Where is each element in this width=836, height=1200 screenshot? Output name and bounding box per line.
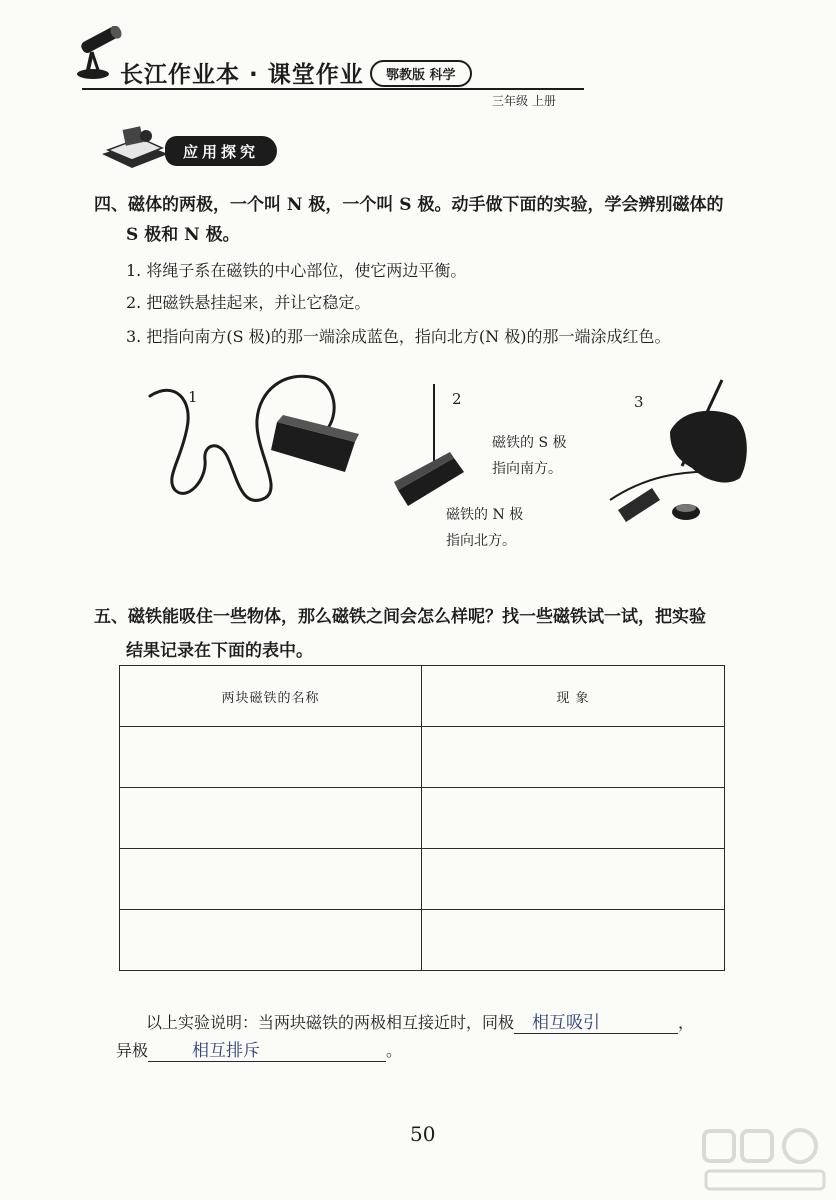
question4-line1: 四、磁体的两极，一个叫 N 极，一个叫 S 极。动手做下面的实验，学会辨别磁体的 [94,195,724,215]
header-rule [82,88,584,90]
results-table [119,665,725,971]
n-pole-caption [446,502,523,554]
question5-line1: 五、磁铁能吸住一些物体，那么磁铁之间会怎么样呢？找一些磁铁试一试，把实验 [94,607,706,627]
books-banner-icon [98,124,170,172]
figure-2-number: 2 [452,390,462,408]
edition-badge: 鄂教版 科学 [370,60,472,87]
s-pole-caption-line2: 指向南方。 [492,461,562,477]
figure-1-number: 1 [188,388,198,406]
telescope-logo-icon [66,26,124,82]
section-banner: 应用探究 [165,136,277,166]
step-2: 2. 把磁铁悬挂起来，并让它稳定。 [126,293,371,312]
n-pole-caption-line1: 磁铁的 N 极 [446,507,524,523]
s-pole-caption-line1: 磁铁的 S 极 [492,435,567,451]
rope-magnet-illustration [145,360,365,520]
s-pole-caption [492,430,567,482]
table-cell[interactable] [422,849,725,910]
table-row [120,849,725,910]
table-row [120,727,725,788]
header-magnet-names: 两块磁铁的名称 [120,666,422,727]
header-phenomenon: 现 象 [422,666,725,727]
table-cell[interactable] [422,788,725,849]
table-header-row [120,666,725,727]
table-cell[interactable] [120,849,422,910]
conclusion-prefix: 以上实验说明：当两块磁铁的两极相互接近时，同极 [146,1013,515,1032]
table-cell[interactable] [422,727,725,788]
table-row [120,910,725,971]
step-3: 3. 把指向南方(S 极)的那一端涂成蓝色，指向北方(N 极)的那一端涂成红色。 [126,327,671,346]
opposite-pole-answer-blank[interactable] [148,1036,386,1062]
conclusion-line2 [116,1036,402,1062]
table-row [120,788,725,849]
step-1: 1. 将绳子系在磁铁的中心部位，使它两边平衡。 [126,261,467,280]
conclusion-period: 。 [386,1041,403,1060]
question4-line2: S 极和 N 极。 [126,225,240,245]
opposite-pole-answer: 相互排斥 [192,1041,261,1061]
question5-line2: 结果记录在下面的表中。 [126,641,313,661]
table-cell[interactable] [120,727,422,788]
table-cell[interactable] [120,910,422,971]
n-pole-caption-line2: 指向北方。 [446,533,516,549]
table-cell[interactable] [120,788,422,849]
series-title: 长江作业本 · 课堂作业 [120,62,364,88]
same-pole-answer-blank[interactable] [514,1008,678,1034]
conclusion-line1 [146,1008,694,1034]
grade-label: 三年级 上册 [492,94,556,108]
same-pole-answer: 相互吸引 [532,1013,601,1033]
conclusion-comma: ， [678,1013,695,1032]
opposite-pole-label: 异极 [116,1041,149,1060]
figure-3-number: 3 [634,393,644,411]
painting-magnet-illustration [600,370,750,530]
page-number: 50 [410,1122,436,1146]
watermark-logo-icon [700,1125,830,1197]
table-cell[interactable] [422,910,725,971]
